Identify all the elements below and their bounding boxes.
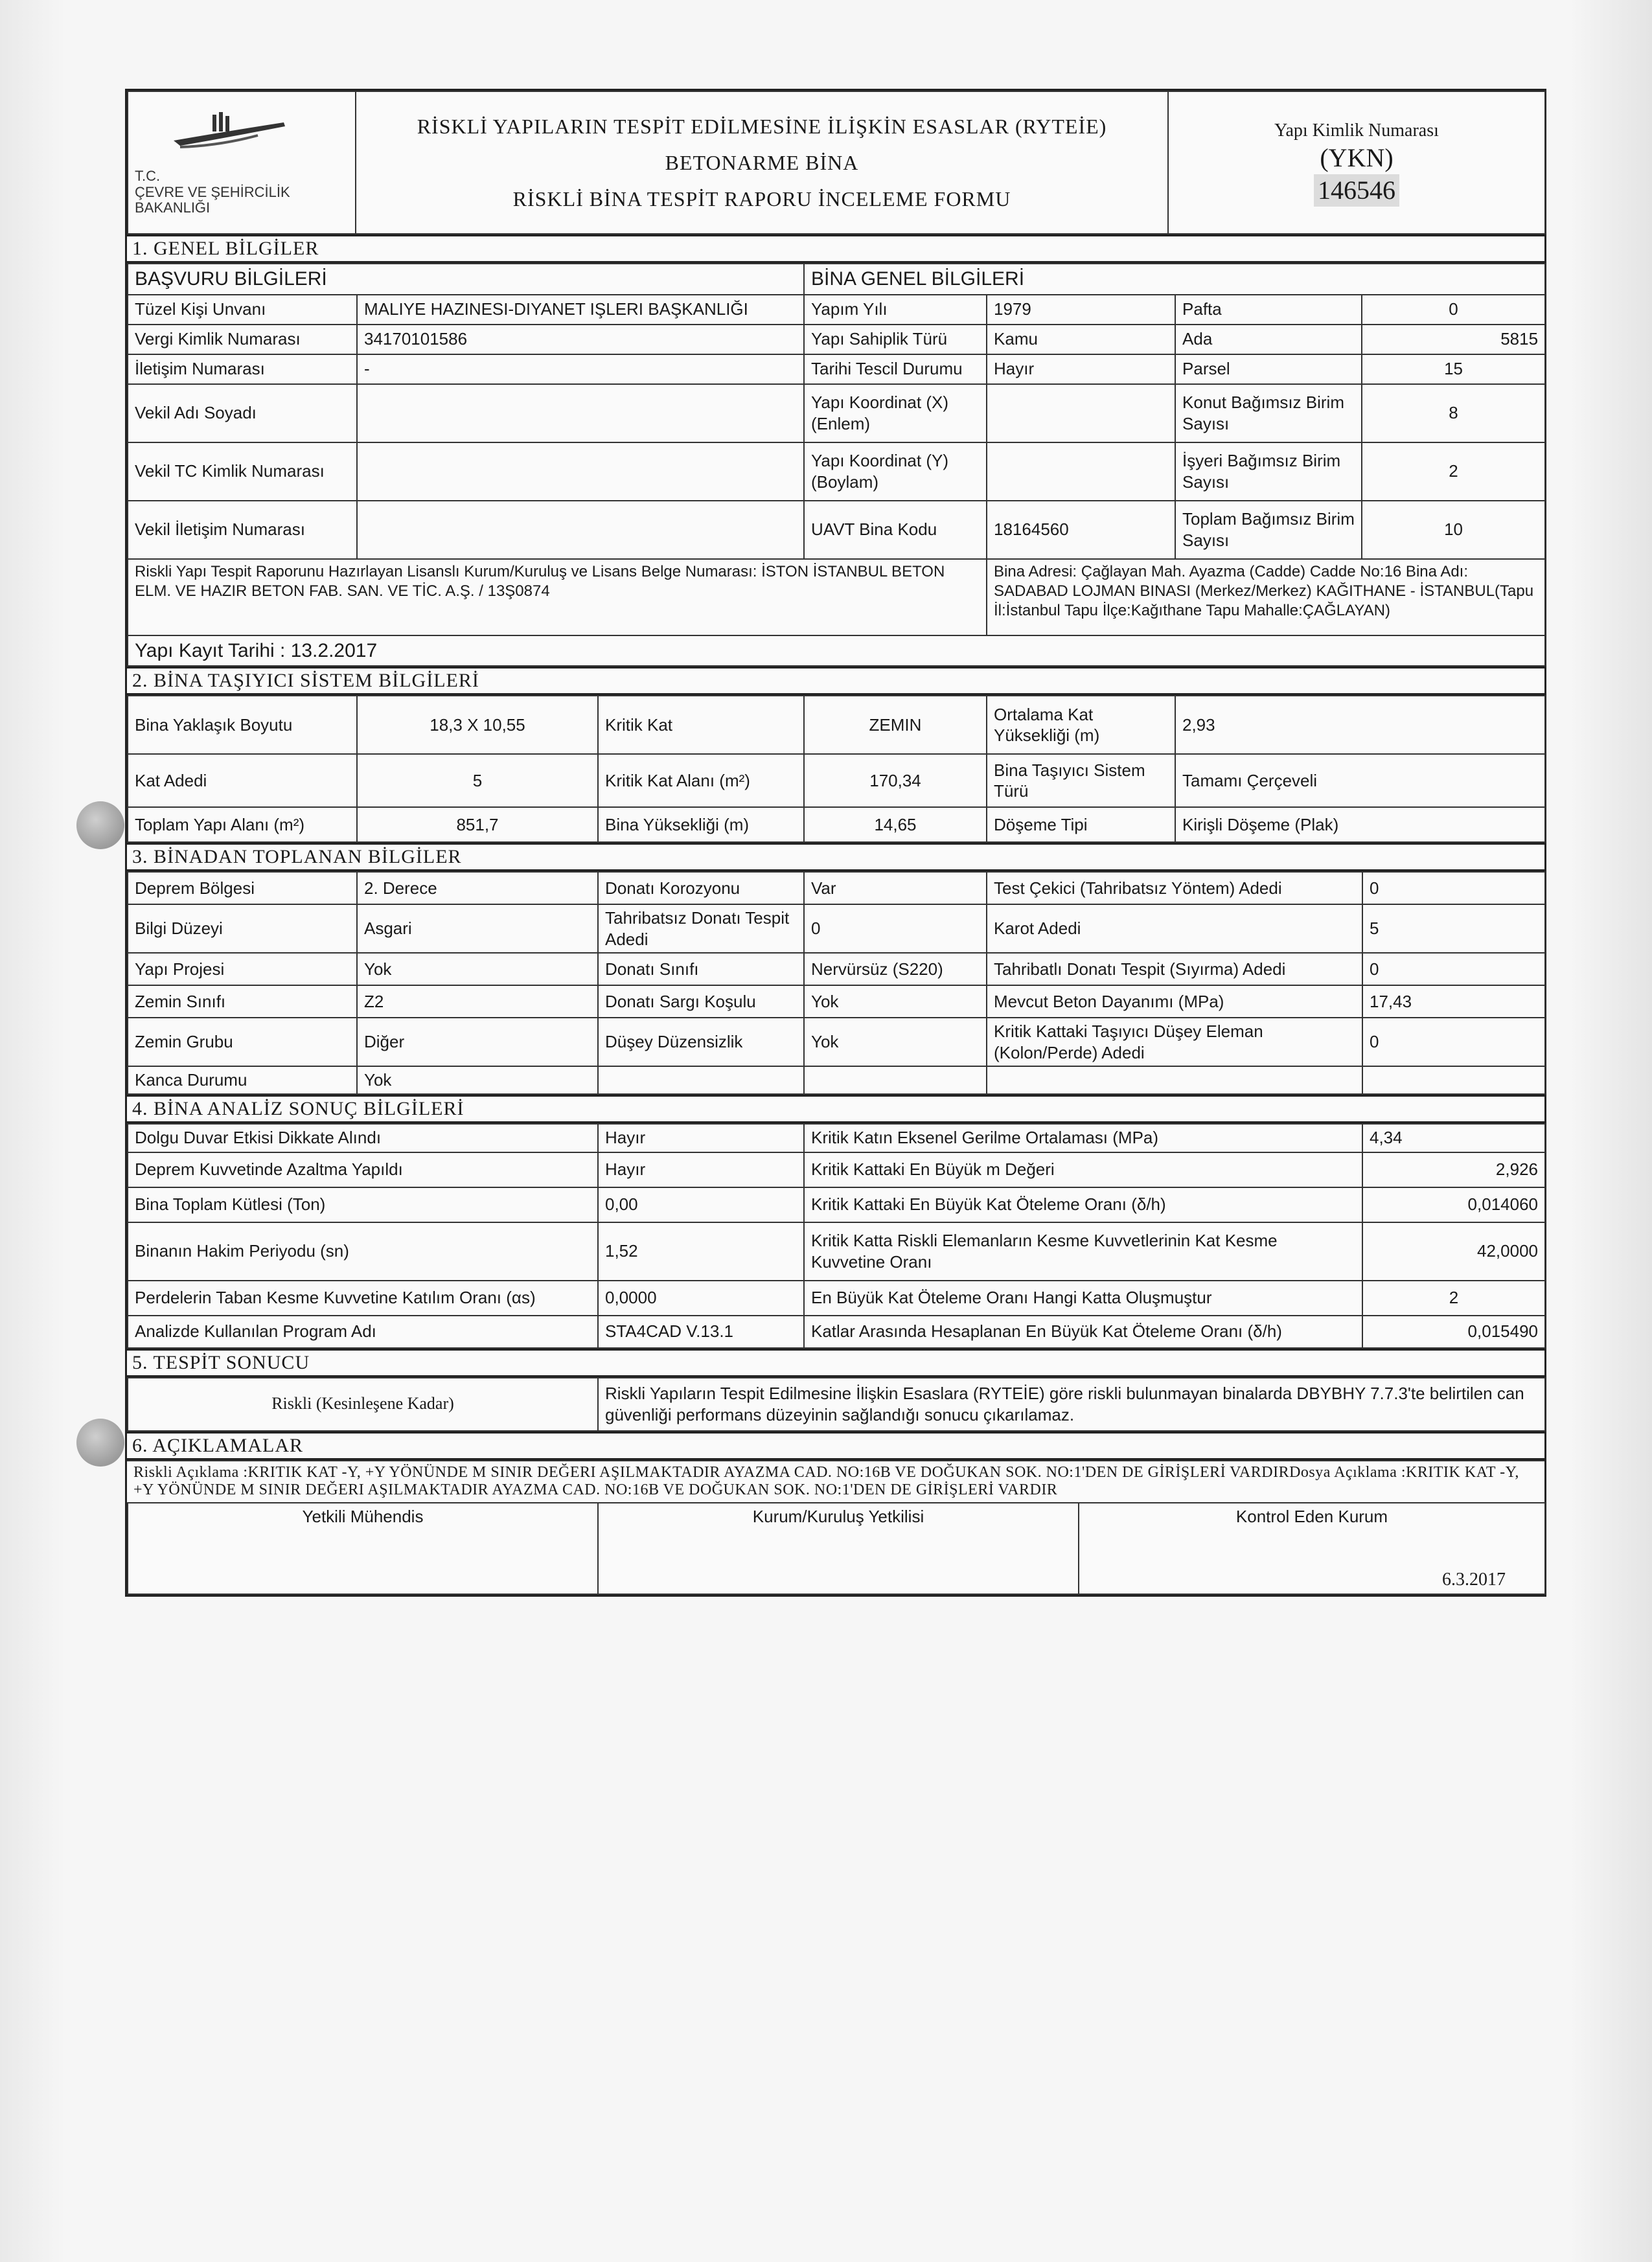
field-value: Yok bbox=[804, 1018, 987, 1066]
field-label: Toplam Yapı Alanı (m²) bbox=[128, 807, 357, 842]
field-value: Hayır bbox=[598, 1124, 804, 1152]
tasiyici-sistem-table bbox=[127, 695, 1546, 843]
field-label: Parsel bbox=[1175, 354, 1362, 384]
punch-hole bbox=[76, 801, 124, 849]
form-header bbox=[127, 91, 1546, 234]
field-value: Yok bbox=[357, 1066, 598, 1094]
field-label: Zemin Sınıfı bbox=[128, 985, 357, 1018]
logo-line: ÇEVRE VE ŞEHİRCİLİK bbox=[135, 183, 290, 200]
field-label: Bilgi Düzeyi bbox=[128, 904, 357, 953]
field-label: Yapı Projesi bbox=[128, 953, 357, 985]
inspection-form bbox=[125, 89, 1546, 1597]
field-label: Tüzel Kişi Unvanı bbox=[128, 295, 357, 325]
toplanan-bilgiler-table bbox=[127, 871, 1546, 1095]
licensed-institution: Riskli Yapı Tespit Raporunu Hazırlayan Lisanslı Kurum/Kuruluş ve Lisans Belge Numarası: İSTON İSTANBUL BETON ELM. VE HAZIR BETON FAB. SAN. VE TİC. A.Ş. / 13Ş0874 bbox=[128, 559, 987, 635]
result-explanation: Riskli Yapıların Tespit Edilmesine İlişkin Esaslara (RYTEİE) göre riskli bulunmayan binalarda DBYBHY 7.7.3'te belirtilen can güvenliği performans düzeyinin sağlandığı sonucu çıkarılamaz. bbox=[598, 1378, 1545, 1431]
field-value: 0 bbox=[804, 904, 987, 953]
ykn-label: Yapı Kimlik Numarası bbox=[1274, 120, 1439, 141]
field-value: Tamamı Çerçeveli bbox=[1175, 754, 1545, 807]
field-label: Vergi Kimlik Numarası bbox=[128, 325, 357, 354]
basvuru-title: BAŞVURU BİLGİLERİ bbox=[128, 264, 804, 295]
field-value: Hayır bbox=[598, 1152, 804, 1187]
field-value bbox=[1362, 1066, 1545, 1094]
ykn-number: 146546 bbox=[1314, 174, 1399, 207]
field-label: Tarihi Tescil Durumu bbox=[804, 354, 987, 384]
field-value: 4,34 bbox=[1362, 1124, 1545, 1152]
field-value: ZEMIN bbox=[804, 696, 987, 754]
field-label: Kritik Kat bbox=[598, 696, 804, 754]
field-label: Katlar Arasında Hesaplanan En Büyük Kat Öteleme Oranı (δ/h) bbox=[804, 1316, 1362, 1348]
logo-line: BAKANLIĞI bbox=[135, 199, 211, 216]
field-value: STA4CAD V.13.1 bbox=[598, 1316, 804, 1348]
field-label: Yapı Koordinat (X) (Enlem) bbox=[804, 384, 987, 442]
section-title-analiz: 4. BİNA ANALİZ SONUÇ BİLGİLERİ bbox=[127, 1095, 1544, 1123]
field-value bbox=[987, 384, 1175, 442]
field-value bbox=[357, 501, 804, 559]
field-value: 14,65 bbox=[804, 807, 987, 842]
field-label: Kritik Kattaki En Büyük m Değeri bbox=[804, 1152, 1362, 1187]
field-value: 0,00 bbox=[598, 1187, 804, 1222]
field-label: Ada bbox=[1175, 325, 1362, 354]
field-label: Yapım Yılı bbox=[804, 295, 987, 325]
field-value: 18164560 bbox=[987, 501, 1175, 559]
field-value: Var bbox=[804, 872, 987, 904]
bina-genel-title: BİNA GENEL BİLGİLERİ bbox=[804, 264, 1545, 295]
field-value: 0,014060 bbox=[1362, 1187, 1545, 1222]
tespit-sonucu-table bbox=[127, 1377, 1546, 1432]
field-label: Deprem Kuvvetinde Azaltma Yapıldı bbox=[128, 1152, 598, 1187]
field-label: Kritik Katın Eksenel Gerilme Ortalaması (MPa) bbox=[804, 1124, 1362, 1152]
field-value: 0,015490 bbox=[1362, 1316, 1545, 1348]
field-value: Hayır bbox=[987, 354, 1175, 384]
field-value bbox=[804, 1066, 987, 1094]
field-value: 0 bbox=[1362, 953, 1545, 985]
field-value: 15 bbox=[1362, 354, 1545, 384]
field-value: 2,926 bbox=[1362, 1152, 1545, 1187]
field-value: Yok bbox=[804, 985, 987, 1018]
field-label: Test Çekici (Tahribatsız Yöntem) Adedi bbox=[987, 872, 1362, 904]
field-label: İşyeri Bağımsız Birim Sayısı bbox=[1175, 442, 1362, 501]
ministry-emblem-icon bbox=[135, 109, 303, 161]
field-label: Pafta bbox=[1175, 295, 1362, 325]
field-value: 2,93 bbox=[1175, 696, 1545, 754]
section-title-toplanan: 3. BİNADAN TOPLANAN BİLGİLER bbox=[127, 843, 1544, 871]
engineer-signature: Yetkili Mühendis bbox=[128, 1503, 598, 1595]
field-value bbox=[987, 442, 1175, 501]
punch-hole bbox=[76, 1419, 124, 1467]
building-address: Bina Adresi: Çağlayan Mah. Ayazma (Cadde) Cadde No:16 Bina Adı: SADABAD LOJMAN BINASI (Merkez/Merkez) KAĞITHANE - İSTANBUL(Tapu İl:İstanbul Tapu İlçe:Kağıthane Tapu Mahalle:ÇAĞLAYAN) bbox=[987, 559, 1545, 635]
field-value: 2 bbox=[1362, 1281, 1545, 1316]
title-line: RİSKLİ YAPILARIN TESPİT EDİLMESİNE İLİŞKİN ESASLAR (RYTEİE) bbox=[417, 115, 1107, 138]
field-value: Kirişli Döşeme (Plak) bbox=[1175, 807, 1545, 842]
field-label: Bina Toplam Kütlesi (Ton) bbox=[128, 1187, 598, 1222]
field-value: 0,0000 bbox=[598, 1281, 804, 1316]
field-value: Yok bbox=[357, 953, 598, 985]
field-label: En Büyük Kat Öteleme Oranı Hangi Katta Oluşmuştur bbox=[804, 1281, 1362, 1316]
field-label: Perdelerin Taban Kesme Kuvvetine Katılım Oranı (αs) bbox=[128, 1281, 598, 1316]
field-value: 0 bbox=[1362, 872, 1545, 904]
field-label: Deprem Bölgesi bbox=[128, 872, 357, 904]
field-label: Toplam Bağımsız Birim Sayısı bbox=[1175, 501, 1362, 559]
logo-line: T.C. bbox=[135, 168, 161, 185]
risk-result: Riskli (Kesinleşene Kadar) bbox=[128, 1378, 598, 1431]
field-value: 2. Derece bbox=[357, 872, 598, 904]
field-label: Konut Bağımsız Birim Sayısı bbox=[1175, 384, 1362, 442]
ykn-abbr: (YKN) bbox=[1320, 143, 1394, 172]
field-value: Diğer bbox=[357, 1018, 598, 1066]
genel-bilgiler-table bbox=[127, 263, 1546, 667]
form-title bbox=[356, 91, 1168, 234]
analiz-sonuc-table bbox=[127, 1123, 1546, 1349]
field-label: Vekil İletişim Numarası bbox=[128, 501, 357, 559]
field-value: 851,7 bbox=[357, 807, 598, 842]
field-value: 18,3 X 10,55 bbox=[357, 696, 598, 754]
field-label: İletişim Numarası bbox=[128, 354, 357, 384]
field-value: 0 bbox=[1362, 295, 1545, 325]
section-title-tasiyici: 2. BİNA TAŞIYICI SİSTEM BİLGİLERİ bbox=[127, 667, 1544, 695]
title-line: BETONARME BİNA bbox=[665, 151, 859, 174]
ministry-name bbox=[135, 168, 349, 216]
field-label: Yapı Sahiplik Türü bbox=[804, 325, 987, 354]
field-label: Donatı Sınıfı bbox=[598, 953, 804, 985]
field-label: Düşey Düzensizlik bbox=[598, 1018, 804, 1066]
field-value: 0 bbox=[1362, 1018, 1545, 1066]
title-line: RİSKLİ BİNA TESPİT RAPORU İNCELEME FORMU bbox=[512, 187, 1011, 211]
field-label: Kanca Durumu bbox=[128, 1066, 357, 1094]
field-value: - bbox=[357, 354, 804, 384]
field-value: 34170101586 bbox=[357, 325, 804, 354]
section-title-genel: 1. GENEL BİLGİLER bbox=[127, 234, 1544, 263]
field-label: Bina Yüksekliği (m) bbox=[598, 807, 804, 842]
field-value: 5 bbox=[1362, 904, 1545, 953]
notes-text: Riskli Açıklama :KRITIK KAT -Y, +Y YÖNÜNDE M SINIR DEĞERI AŞILMAKTADIR AYAZMA CAD. NO:16B VE DOĞUKAN SOK. NO:1'DEN DE GİRİŞLERİ VARDIRDosya Açıklama :KRITIK KAT -Y, +Y YÖNÜNDE M SINIR DEĞERI AŞILMAKTADIR AYAZMA CAD. NO:16B VE DOĞUKAN SOK. NO:1'DEN DE GİRİŞLERİ VARDIR bbox=[127, 1460, 1544, 1502]
field-label: Analizde Kullanılan Program Adı bbox=[128, 1316, 598, 1348]
field-label: UAVT Bina Kodu bbox=[804, 501, 987, 559]
field-value: 17,43 bbox=[1362, 985, 1545, 1018]
field-label: Dolgu Duvar Etkisi Dikkate Alındı bbox=[128, 1124, 598, 1152]
field-label: Vekil TC Kimlik Numarası bbox=[128, 442, 357, 501]
field-label bbox=[598, 1066, 804, 1094]
field-label: Vekil Adı Soyadı bbox=[128, 384, 357, 442]
field-value: Kamu bbox=[987, 325, 1175, 354]
field-value: 10 bbox=[1362, 501, 1545, 559]
section-title-tespit: 5. TESPİT SONUCU bbox=[127, 1349, 1544, 1377]
control-signature bbox=[1079, 1503, 1545, 1595]
field-label: Donatı Korozyonu bbox=[598, 872, 804, 904]
field-label: Karot Adedi bbox=[987, 904, 1362, 953]
field-value: 2 bbox=[1362, 442, 1545, 501]
field-label: Donatı Sargı Koşulu bbox=[598, 985, 804, 1018]
field-value bbox=[357, 384, 804, 442]
stamp-date: 6.3.2017 bbox=[1442, 1570, 1506, 1590]
signature-table bbox=[127, 1502, 1546, 1595]
field-label: Ortalama Kat Yüksekliği (m) bbox=[987, 696, 1175, 754]
ykn-box bbox=[1168, 91, 1545, 234]
field-value: MALIYE HAZINESI-DIYANET IŞLERI BAŞKANLIĞI bbox=[357, 295, 804, 325]
field-value: 1,52 bbox=[598, 1222, 804, 1281]
field-value: 170,34 bbox=[804, 754, 987, 807]
field-label: Yapı Koordinat (Y) (Boylam) bbox=[804, 442, 987, 501]
field-value: 5 bbox=[357, 754, 598, 807]
field-value: 5815 bbox=[1362, 325, 1545, 354]
field-value: 8 bbox=[1362, 384, 1545, 442]
section-title-aciklamalar: 6. AÇIKLAMALAR bbox=[127, 1432, 1544, 1460]
field-label: Döşeme Tipi bbox=[987, 807, 1175, 842]
field-value: Z2 bbox=[357, 985, 598, 1018]
field-label: Bina Yaklaşık Boyutu bbox=[128, 696, 357, 754]
field-label: Zemin Grubu bbox=[128, 1018, 357, 1066]
institution-signature: Kurum/Kuruluş Yetkilisi bbox=[598, 1503, 1079, 1595]
field-label: Kritik Kattaki En Büyük Kat Öteleme Oranı (δ/h) bbox=[804, 1187, 1362, 1222]
field-value: 42,0000 bbox=[1362, 1222, 1545, 1281]
field-label: Binanın Hakim Periyodu (sn) bbox=[128, 1222, 598, 1281]
field-label: Kat Adedi bbox=[128, 754, 357, 807]
field-label: Tahribatlı Donatı Tespit (Sıyırma) Adedi bbox=[987, 953, 1362, 985]
field-label: Mevcut Beton Dayanımı (MPa) bbox=[987, 985, 1362, 1018]
field-value: 1979 bbox=[987, 295, 1175, 325]
field-value: Nervürsüz (S220) bbox=[804, 953, 987, 985]
control-label: Kontrol Eden Kurum bbox=[1235, 1506, 1388, 1526]
field-value bbox=[357, 442, 804, 501]
field-label: Tahribatsız Donatı Tespit Adedi bbox=[598, 904, 804, 953]
field-value: Asgari bbox=[357, 904, 598, 953]
field-label: Bina Taşıyıcı Sistem Türü bbox=[987, 754, 1175, 807]
field-label bbox=[987, 1066, 1362, 1094]
field-label: Kritik Katta Riskli Elemanların Kesme Kuvvetlerinin Kat Kesme Kuvvetine Oranı bbox=[804, 1222, 1362, 1281]
ministry-logo bbox=[128, 91, 356, 234]
registration-date: Yapı Kayıt Tarihi : 13.2.2017 bbox=[128, 635, 1545, 667]
field-label: Kritik Kattaki Taşıyıcı Düşey Eleman (Kolon/Perde) Adedi bbox=[987, 1018, 1362, 1066]
field-label: Kritik Kat Alanı (m²) bbox=[598, 754, 804, 807]
